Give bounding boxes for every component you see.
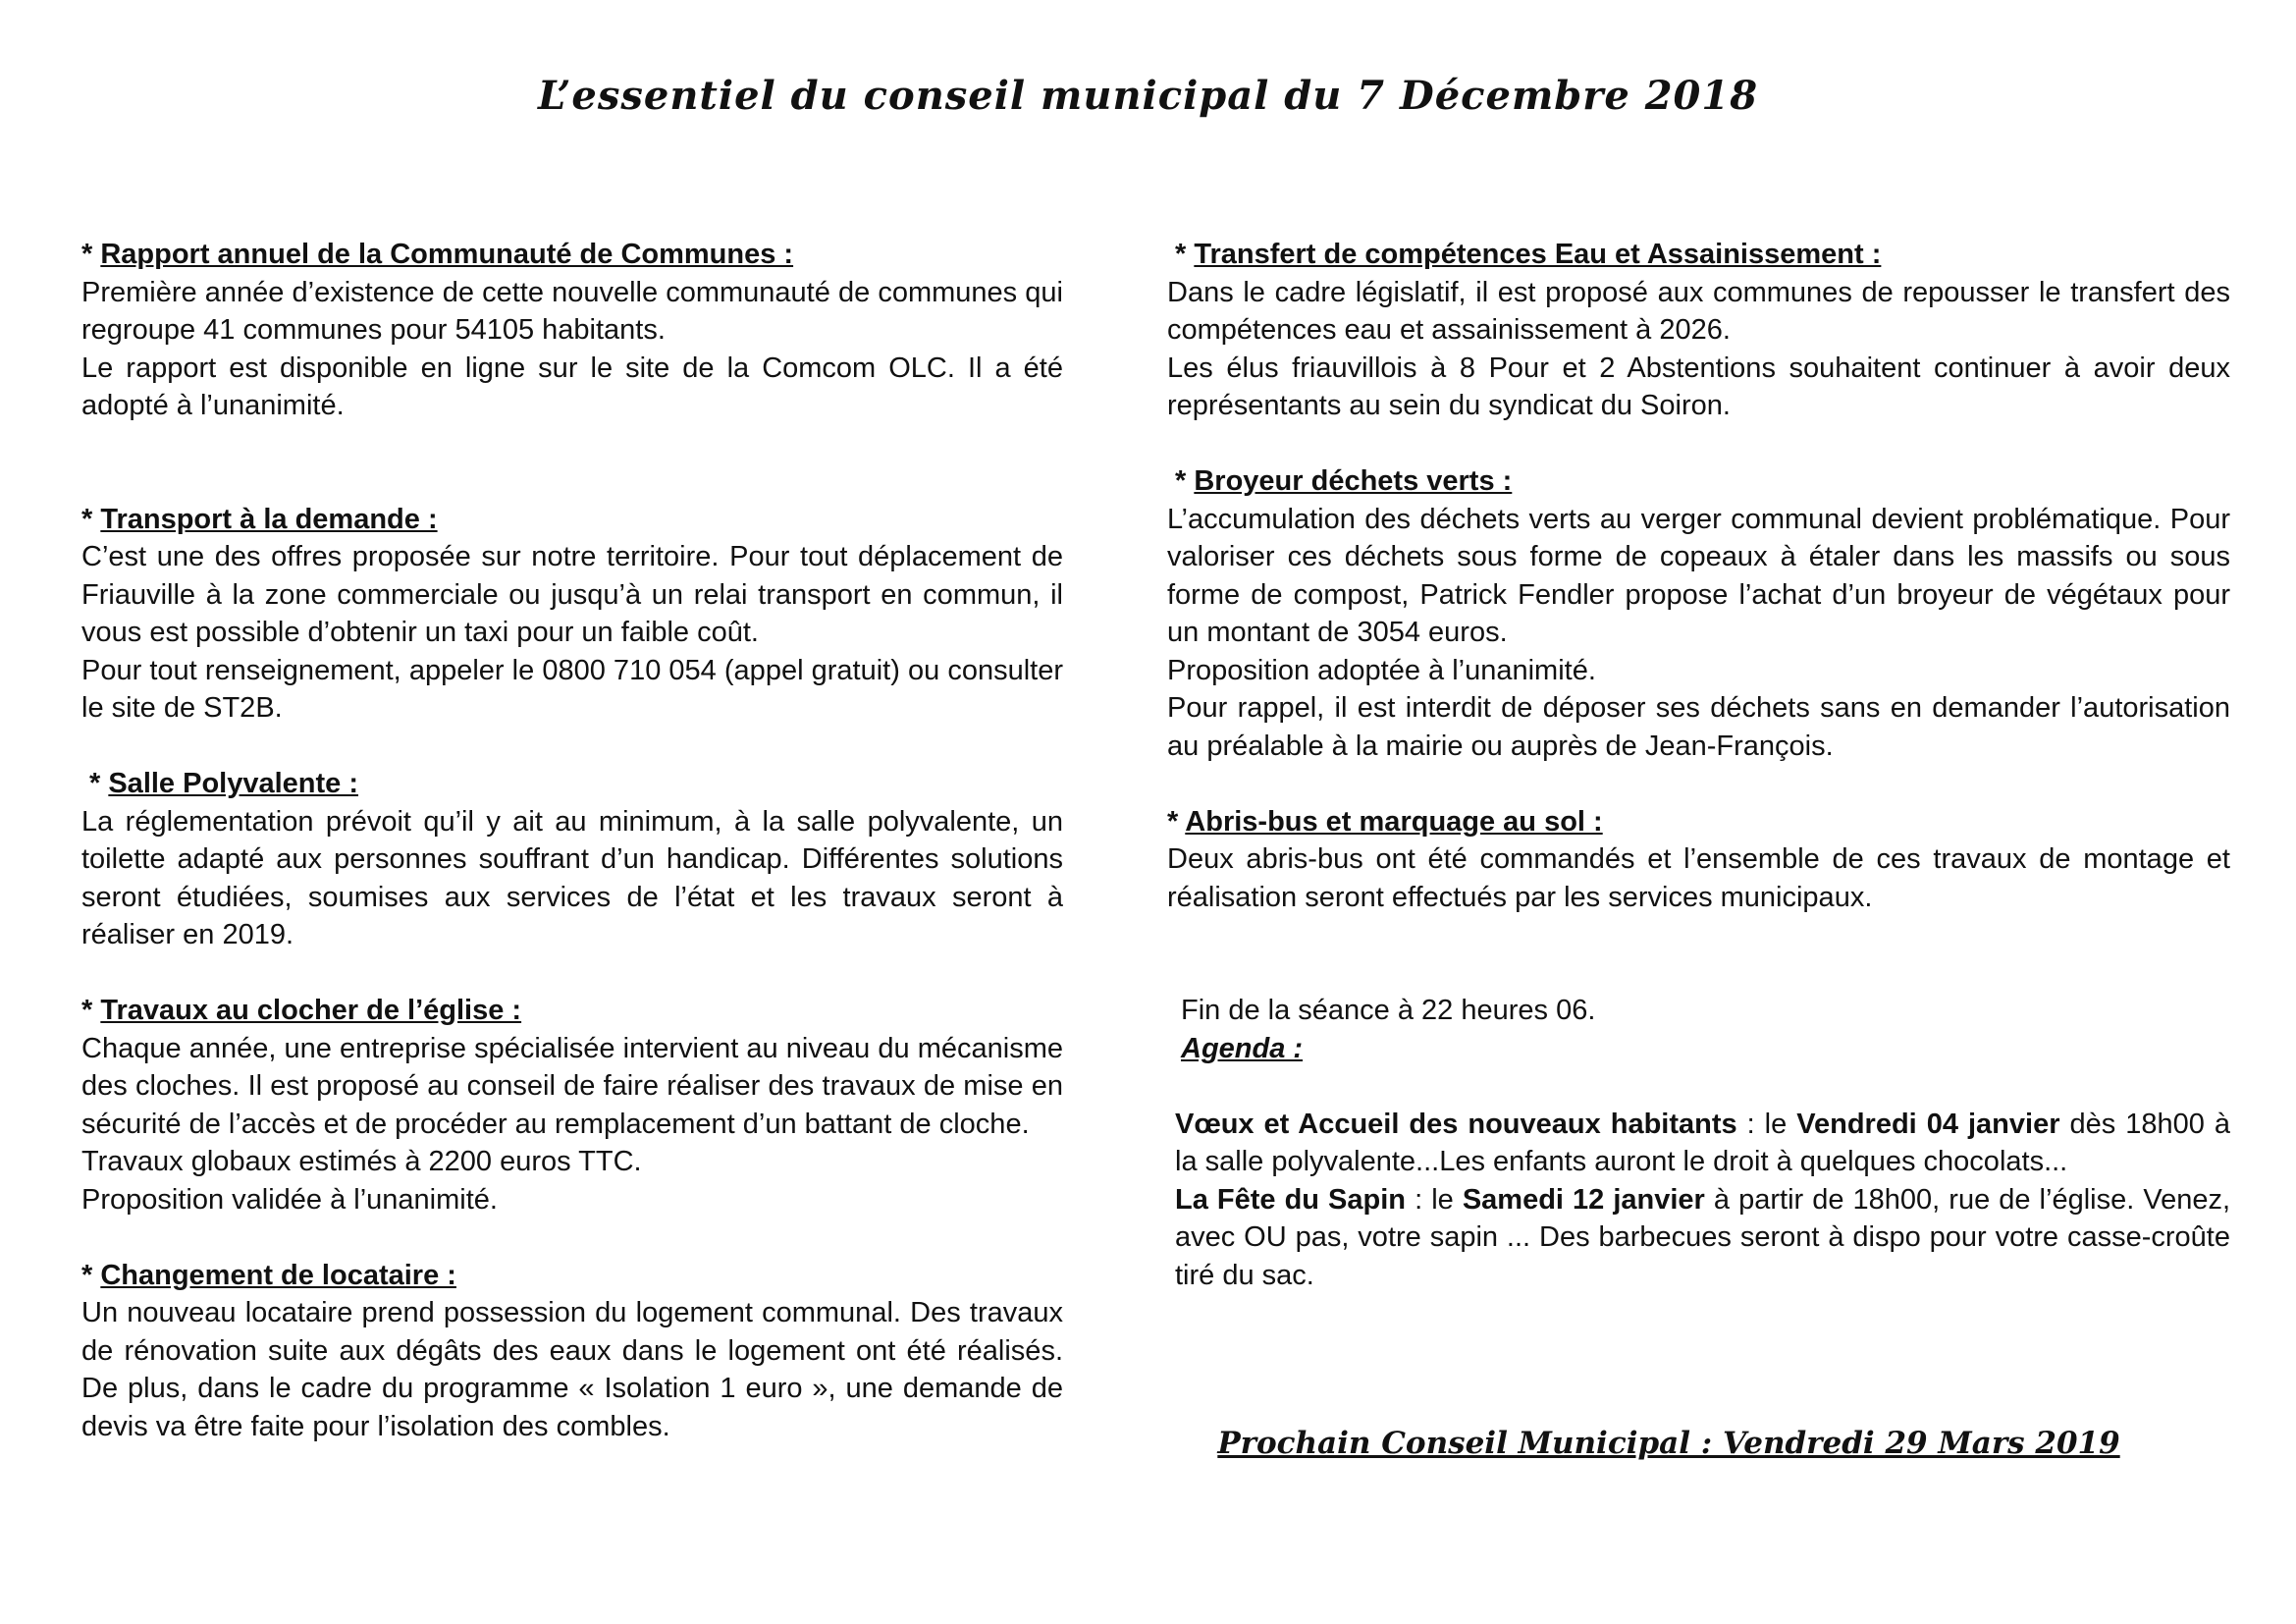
agenda-item-title: Vœux et Accueil des nouveaux habitants (1175, 1108, 1737, 1140)
paragraph: Travaux globaux estimés à 2200 euros TTC. (81, 1146, 642, 1177)
bullet: * (81, 503, 101, 535)
page-title: L’essentiel du conseil municipal du 7 Décembre 2018 (537, 73, 1759, 119)
section-transfert (1167, 236, 2230, 425)
section-broyeur (1167, 462, 2230, 765)
agenda-item-date: Samedi 12 janvier (1462, 1183, 1705, 1216)
agenda-item-date: Vendredi 04 janvier (1796, 1108, 2060, 1140)
section-heading-label: Rapport annuel de la Communauté de Communes : (100, 239, 794, 270)
section-heading (1167, 462, 2230, 501)
agenda-item-sep: : le (1736, 1108, 1797, 1140)
paragraph: L’accumulation des déchets verts au verger communal devient problématique. Pour valoriser ces déchets sous forme de copeaux à étaler dans les massifs ou sous forme de compost, Patrick Fendler propose l’achat d’un broyeur de végétaux pour un montant de 3054 euros. (1167, 503, 2230, 648)
section-heading (1167, 236, 2230, 274)
paragraph: Première année d’existence de cette nouvelle communauté de communes qui regroupe 41 communes pour 54105 habitants. (81, 276, 1063, 346)
bullet: * (81, 239, 101, 270)
agenda-item-sapin (1167, 1181, 2230, 1295)
agenda (1167, 1106, 2230, 1295)
paragraph: Dans le cadre législatif, il est proposé aux communes de repousser le transfert des compétences eau et assainissement à 2026. (1167, 276, 2230, 346)
section-heading (81, 501, 1063, 539)
paragraph: Pour rappel, il est interdit de déposer ses déchets sans en demander l’autorisation au préalable à la mairie ou auprès de Jean-François. (1167, 692, 2230, 762)
paragraph: Deux abris-bus ont été commandés et l’ensemble de ces travaux de montage et réalisation seront effectués par les services municipaux. (1167, 843, 2230, 913)
bullet: * (1175, 239, 1195, 270)
section-heading-label: Abris-bus et marquage au sol : (1185, 805, 1603, 838)
section-heading (81, 236, 1063, 274)
agenda-item-title: La Fête du Sapin (1175, 1183, 1407, 1216)
section-rapport (81, 236, 1063, 425)
section-clocher (81, 992, 1063, 1218)
paragraph: Pour tout renseignement, appeler le 0800 710 054 (appel gratuit) ou consulter le site de ST2B. (81, 654, 1063, 724)
paragraph: Proposition validée à l’unanimité. (81, 1183, 498, 1216)
section-salle (81, 765, 1063, 954)
section-heading (81, 992, 1063, 1030)
bullet: * (1175, 465, 1195, 497)
paragraph: Chaque année, une entreprise spécialisée intervient au niveau du mécanisme des cloches. Il est proposé au conseil de faire réaliser des travaux de mise en sécurité de l’accès et de procéder au remplacement d’un battant de cloche. (81, 1032, 1063, 1140)
right-column (1167, 236, 2230, 1294)
agenda-item-sep: : le (1406, 1183, 1463, 1216)
section-heading-label: Transfert de compétences Eau et Assainissement : (1194, 239, 1882, 270)
agenda-item-text: à partir de 18h00, rue de l’église. Venez, avec OU pas, votre sapin ... Des barbecues seront à dispo pour votre casse-croûte tiré du sac. (1175, 1183, 2231, 1291)
paragraph: Le rapport est disponible en ligne sur le site de la Comcom OLC. Il a été adopté à l’unanimité. (81, 352, 1063, 421)
session-end: Fin de la séance à 22 heures 06. (1181, 995, 1596, 1026)
next-meeting: Prochain Conseil Municipal : Vendredi 29 Mars 2019 (1217, 1426, 2120, 1461)
paragraph: Proposition adoptée à l’unanimité. (1167, 654, 1596, 686)
section-heading-label: Changement de locataire : (100, 1259, 456, 1291)
section-heading (1167, 803, 2230, 841)
agenda-item-text: dès 18h00 à la salle polyvalente...Les enfants auront le droit à quelques chocolats... (1175, 1108, 2230, 1177)
agenda-heading: Agenda : (1181, 1032, 1304, 1064)
paragraph: La réglementation prévoit qu’il y ait au minimum, à la salle polyvalente, un toilette adapté aux personnes souffrant d’un handicap. Différentes solutions seront étudiées, soumises aux services de l’état et les travaux seront à réaliser en 2019. (81, 805, 1063, 950)
section-heading-label: Broyeur déchets verts : (1194, 465, 1513, 497)
paragraph: C’est une des offres proposée sur notre territoire. Pour tout déplacement de Friauville à la zone commerciale ou jusqu’à un relai transport en commun, il vous est possible d’obtenir un taxi pour un faible coût. (81, 541, 1063, 648)
section-heading-label: Travaux au clocher de l’église : (100, 995, 522, 1026)
paragraph: Les élus friauvillois à 8 Pour et 2 Abstentions souhaitent continuer à avoir deux représentants au sein du syndicat du Soiron. (1167, 352, 2230, 421)
section-heading (81, 765, 1063, 803)
section-heading (81, 1257, 1063, 1295)
section-abris (1167, 803, 2230, 917)
agenda-item-voeux (1167, 1106, 2230, 1181)
bullet: * (81, 995, 101, 1026)
section-heading-label: Transport à la demande : (100, 503, 438, 535)
section-transport (81, 501, 1063, 728)
section-heading-label: Salle Polyvalente : (108, 768, 359, 799)
paragraph: Un nouveau locataire prend possession du logement communal. Des travaux de rénovation suite aux dégâts des eaux dans le logement ont été réalisés. De plus, dans le cadre du programme « Isolation 1 euro », une demande de devis va être faite pour l’isolation des combles. (81, 1297, 1063, 1442)
bullet: * (1167, 805, 1186, 838)
bullet: * (89, 768, 109, 799)
left-column (81, 236, 1063, 1445)
section-locataire (81, 1257, 1063, 1446)
bullet: * (81, 1259, 101, 1291)
